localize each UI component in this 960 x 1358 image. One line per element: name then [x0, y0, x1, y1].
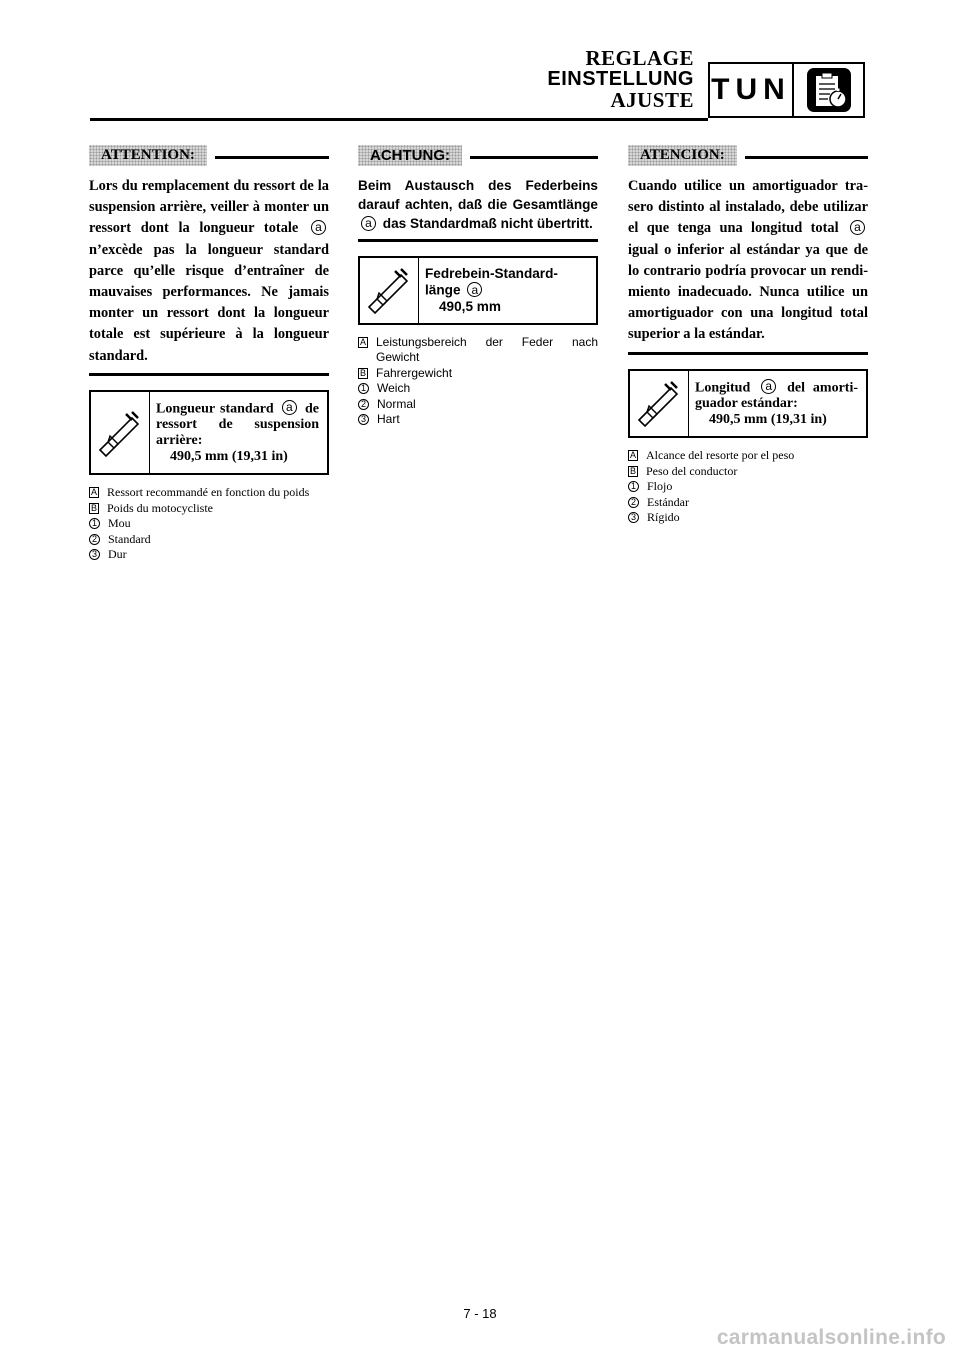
legend-mark: 3 [628, 512, 639, 523]
section-code: TUN [710, 64, 794, 116]
marker-a: a [282, 400, 297, 415]
caliper-icon [630, 371, 689, 437]
warning-text-part: Lors du remplacement du ressort de la suspension arrière, veiller à monter un ressort dont la longueur totale [89, 178, 329, 237]
legend-item [358, 381, 598, 397]
spec-label-part: Longitud [695, 380, 751, 396]
warning-text-part: igual o inferior al estándar ya que de lo contrario podría provocar un rendi-miento inadecuado. Nunca utilice un amortiguador con una longitud total superior a la estándar. [628, 241, 868, 343]
spec-box [358, 256, 598, 325]
legend-text: Normal [377, 396, 416, 411]
caliper-icon [360, 258, 419, 323]
warning-text-part: Cuando utilice un amortiguador tra-sero distinto al instalado, debe utilizar el que tenga una longitud total [628, 178, 868, 237]
warning-rule [215, 156, 329, 159]
column-spanish [628, 140, 868, 526]
title-french: REGLAGE [585, 46, 694, 70]
warning-rule [470, 156, 598, 159]
legend-mark: A [629, 450, 636, 461]
legend-item [628, 510, 868, 526]
legend-mark: 2 [628, 497, 639, 508]
warning-text-part: das Standardmaß nicht übertritt. [382, 216, 593, 231]
legend-mark: 3 [358, 414, 369, 425]
spec-label-part: Fedrebein-Standard-länge [425, 266, 558, 298]
warning-text [89, 176, 329, 367]
legend-text: Weich [377, 381, 411, 395]
watermark: carmanualsonline.info [716, 1326, 946, 1349]
legend-mark: B [359, 367, 366, 378]
spec-box [628, 369, 868, 439]
legend-text: Alcance del resorte por el peso [646, 448, 795, 463]
legend-mark: B [90, 502, 97, 513]
header-rule [90, 118, 708, 121]
column-german [358, 140, 598, 428]
warning-text-part: Beim Austausch des Federbeins darauf achten, daß die Gesamtlänge [358, 178, 598, 212]
marker-a: a [361, 216, 376, 231]
legend-text: Dur [108, 547, 127, 562]
warning-label: ATTENTION: [89, 145, 207, 166]
legend-mark: 2 [89, 534, 100, 545]
legend-item [89, 485, 329, 501]
legend-text: Poids du motocycliste [107, 500, 213, 515]
legend-mark: 1 [89, 518, 100, 529]
title-german: EINSTELLUNG [547, 68, 694, 90]
section-badge [708, 62, 865, 118]
legend-item [358, 412, 598, 428]
legend-item [89, 532, 329, 548]
legend-text: Ressort recommandé en fonction du poids [107, 485, 310, 500]
legend [628, 448, 868, 526]
legend-mark: B [629, 465, 636, 476]
warning-rule [745, 156, 868, 159]
legend-item [628, 479, 868, 495]
spec-text [150, 392, 327, 474]
legend-text: Mou [108, 516, 131, 531]
legend-text: Rígido [647, 510, 680, 525]
warning-header [89, 140, 329, 170]
legend [358, 335, 598, 428]
spec-label-part: de ressort de suspension arrière: [156, 401, 320, 449]
warning-label: ATENCION: [628, 145, 737, 166]
legend-text: Standard [108, 531, 151, 546]
legend-item [89, 501, 329, 517]
legend-mark: 3 [89, 549, 100, 560]
spec-value: 490,5 mm [439, 298, 501, 314]
legend [89, 485, 329, 563]
legend-text: Peso del conductor [646, 463, 738, 478]
page-number: 7 - 18 [463, 1306, 497, 1321]
legend-item [628, 495, 868, 511]
legend-item [358, 366, 598, 382]
spec-text [689, 371, 866, 437]
legend-text: Flojo [647, 479, 673, 494]
clipboard-stopwatch-icon [794, 64, 863, 116]
spec-value: 490,5 mm (19,31 in) [170, 449, 288, 465]
legend-item [89, 516, 329, 532]
warning-end-rule [358, 239, 598, 242]
column-french [89, 140, 329, 563]
legend-item [628, 464, 868, 480]
warning-header [628, 140, 868, 170]
marker-a: a [467, 282, 482, 297]
marker-a: a [311, 220, 326, 235]
legend-mark: 2 [358, 399, 369, 410]
legend-mark: A [90, 487, 97, 498]
spec-text [419, 258, 596, 323]
spec-label-part: del amorti-guador estándar: [695, 380, 858, 412]
header-titles [547, 48, 694, 111]
warning-text [628, 176, 868, 346]
warning-header [358, 140, 598, 170]
marker-a: a [850, 220, 865, 235]
legend-text: Fahrergewicht [376, 365, 453, 380]
caliper-icon [91, 392, 150, 474]
legend-item [89, 547, 329, 563]
spec-label-part: Longueur standard [156, 401, 274, 417]
warning-text [358, 176, 598, 233]
marker-a: a [761, 379, 776, 394]
legend-text: Leistungsbereich der Feder nach Gewicht [376, 334, 598, 364]
spec-value: 490,5 mm (19,31 in) [709, 412, 827, 428]
legend-text: Estándar [647, 494, 689, 509]
warning-end-rule [89, 373, 329, 376]
legend-item [628, 448, 868, 464]
title-spanish: AJUSTE [610, 88, 694, 112]
legend-text: Hart [377, 412, 400, 426]
warning-end-rule [628, 352, 868, 355]
legend-mark: 1 [358, 383, 369, 394]
legend-mark: 1 [628, 481, 639, 492]
legend-item [358, 397, 598, 413]
legend-mark: A [359, 336, 366, 347]
warning-text-part: n’excède pas la longueur standard parce qu’elle risque d’entraîner de mauvaises performances. Ne jamais monter un ressort dont la longueur totale est supérieure à la longueur standard. [89, 241, 329, 364]
spec-box [89, 390, 329, 476]
warning-label: ACHTUNG: [358, 145, 462, 166]
legend-item [358, 335, 598, 366]
